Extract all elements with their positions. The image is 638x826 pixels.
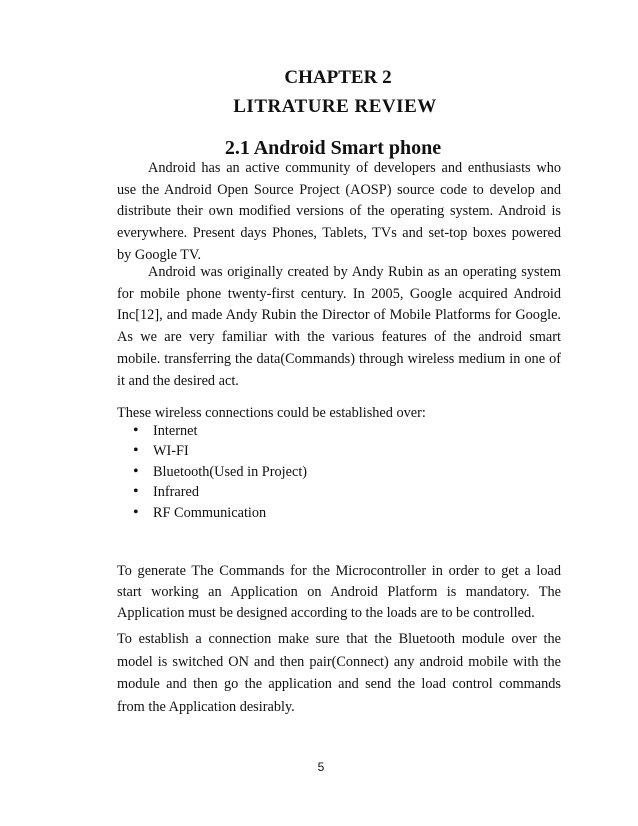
list-item: • Bluetooth(Used in Project)	[117, 462, 307, 482]
list-item: • Infrared	[117, 482, 307, 502]
paragraph-connection: To establish a connection make sure that the Bluetooth module over the model is switched ON and then pair(Connect) any android mobile with the module and then go the application and send the load control commands from the Application desirably.	[117, 631, 561, 715]
chapter-title: LITRATURE REVIEW	[233, 96, 437, 117]
connection-list	[117, 421, 307, 523]
section-title: 2.1 Android Smart phone	[224, 137, 442, 159]
list-item: • RF Communication	[117, 503, 307, 523]
paragraph-android-community: Android has an active community of developers and enthusiasts who use the Android Open Source Project (AOSP) source code to develop and distribute their own modified versions of the operating system. Android is everywhere. Present days Phones, Tablets, TVs and set-top boxes powered by Google TV.	[117, 160, 561, 263]
list-item: • WI-FI	[117, 441, 307, 461]
paragraph-wireless-intro: These wireless connections could be established over:	[117, 405, 426, 421]
page-number: 5	[317, 760, 325, 774]
chapter-heading: CHAPTER 2	[284, 67, 392, 88]
paragraph-commands: To generate The Commands for the Microcontroller in order to get a load start working an Application on Android Platform is mandatory. The Application must be designed according to the loads are to be controlled.	[117, 563, 561, 621]
list-item: • Internet	[117, 421, 307, 441]
paragraph-android-history: Android was originally created by Andy Rubin as an operating system for mobile phone twenty-first century. In 2005, Google acquired Android Inc[12], and made Andy Rubin the Director of Mobile Platforms for Google. As we are very familiar with the various features of the android smart mobile. transferring the data(Commands) through wireless medium in one of it and the desired act.	[117, 264, 561, 389]
